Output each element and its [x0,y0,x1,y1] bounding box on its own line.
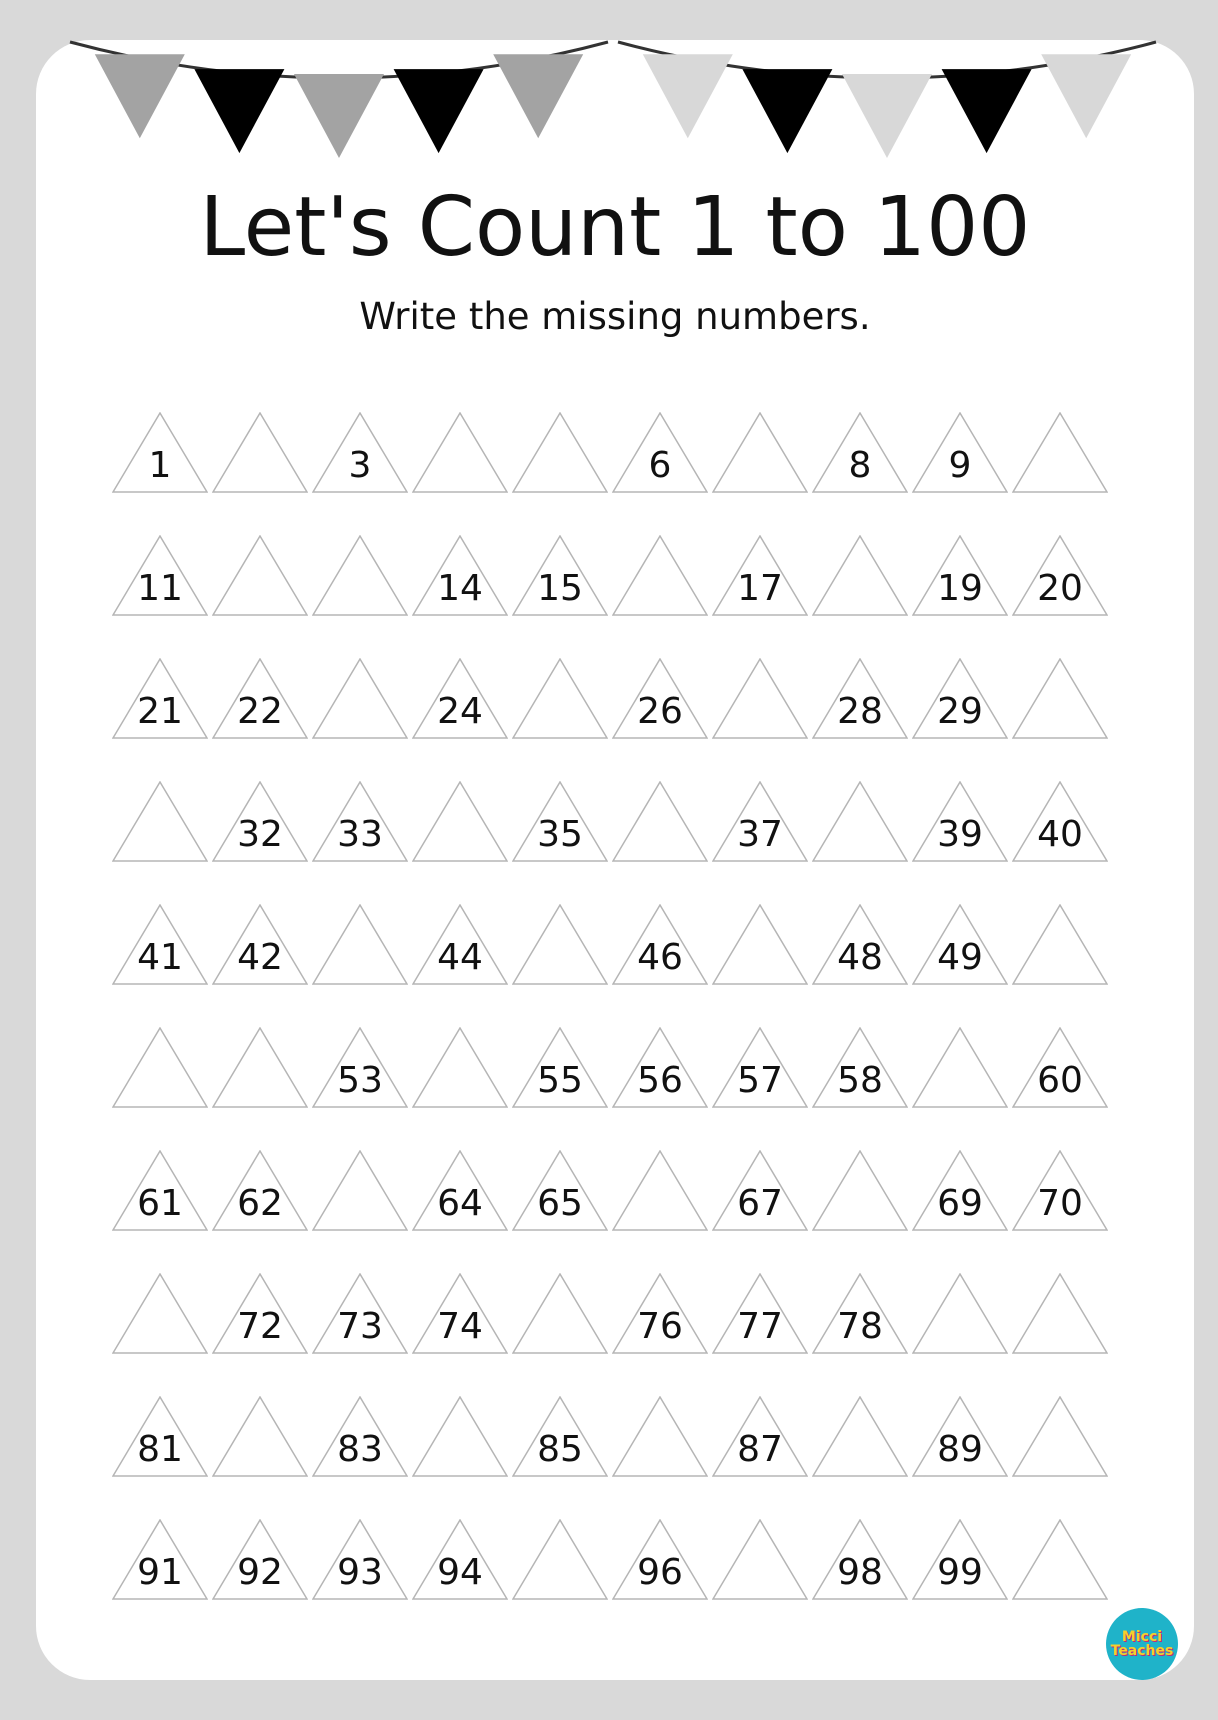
number-cell [412,1150,508,1232]
given-number: 65 [537,1183,583,1224]
triangle-shape [512,412,608,494]
number-cell [712,1027,808,1109]
worksheet-instruction: Write the missing numbers. [359,295,871,338]
number-cell[interactable] [412,1396,508,1478]
number-cell [612,1027,708,1109]
number-grid [36,40,1194,1680]
triangle-shape [312,658,408,740]
number-cell[interactable] [1012,904,1108,986]
triangle-shape [512,1519,608,1601]
given-number: 53 [337,1060,383,1101]
given-number: 49 [937,937,983,978]
given-number: 37 [737,814,783,855]
number-cell[interactable] [1012,1519,1108,1601]
given-number: 58 [837,1060,883,1101]
number-cell[interactable] [412,1027,508,1109]
triangle-shape [112,1273,208,1355]
number-cell[interactable] [612,535,708,617]
triangle-shape [612,781,708,863]
number-cell[interactable] [212,1027,308,1109]
worksheet-title: Let's Count 1 to 100 [199,180,1031,275]
given-number: 19 [937,568,983,609]
number-cell[interactable] [312,535,408,617]
given-number: 64 [437,1183,483,1224]
triangle-shape [1012,904,1108,986]
given-number: 3 [348,445,372,486]
triangle-shape [712,412,808,494]
given-number: 21 [137,691,183,732]
number-cell [1012,1150,1108,1232]
number-cell [1012,535,1108,617]
triangle-shape [712,1519,808,1601]
number-cell[interactable] [212,1396,308,1478]
triangle-shape [512,658,608,740]
given-number: 14 [437,568,483,609]
number-cell [912,904,1008,986]
number-cell[interactable] [512,904,608,986]
given-number: 91 [137,1552,183,1593]
number-cell[interactable] [812,1150,908,1232]
given-number: 87 [737,1429,783,1470]
number-cell[interactable] [812,781,908,863]
number-cell[interactable] [1012,1396,1108,1478]
triangle-shape [112,781,208,863]
number-cell[interactable] [112,781,208,863]
given-number: 62 [237,1183,283,1224]
number-cell [212,1273,308,1355]
given-number: 42 [237,937,283,978]
given-number: 22 [237,691,283,732]
number-cell [612,412,708,494]
given-number: 8 [848,445,872,486]
given-number: 98 [837,1552,883,1593]
number-cell[interactable] [712,1519,808,1601]
number-cell[interactable] [512,1273,608,1355]
given-number: 41 [137,937,183,978]
number-cell [112,535,208,617]
given-number: 9 [948,445,972,486]
number-cell [412,1273,508,1355]
number-cell[interactable] [412,412,508,494]
triangle-shape [1012,1396,1108,1478]
given-number: 92 [237,1552,283,1593]
number-cell[interactable] [712,658,808,740]
triangle-shape [212,412,308,494]
given-number: 61 [137,1183,183,1224]
triangle-shape [412,781,508,863]
number-cell [312,1027,408,1109]
triangle-shape [612,1150,708,1232]
number-cell [412,904,508,986]
given-number: 17 [737,568,783,609]
number-cell [512,781,608,863]
triangle-shape [512,904,608,986]
triangle-shape [212,1027,308,1109]
number-cell [812,1519,908,1601]
number-cell [112,1519,208,1601]
number-cell[interactable] [312,658,408,740]
number-cell[interactable] [212,412,308,494]
brand-logo [1106,1608,1178,1680]
number-cell [512,1396,608,1478]
given-number: 73 [337,1306,383,1347]
number-cell [812,412,908,494]
given-number: 35 [537,814,583,855]
triangle-shape [812,781,908,863]
number-cell [212,658,308,740]
number-cell [712,1396,808,1478]
number-cell [312,1273,408,1355]
number-cell [912,781,1008,863]
number-cell [712,781,808,863]
triangle-shape [112,1027,208,1109]
given-number: 85 [537,1429,583,1470]
number-cell [312,412,408,494]
number-cell [212,1519,308,1601]
number-cell [612,1519,708,1601]
number-cell[interactable] [612,1396,708,1478]
given-number: 24 [437,691,483,732]
number-cell [912,1396,1008,1478]
given-number: 6 [648,445,672,486]
given-number: 60 [1037,1060,1083,1101]
number-cell[interactable] [612,1150,708,1232]
triangle-shape [312,535,408,617]
number-cell [712,535,808,617]
given-number: 72 [237,1306,283,1347]
given-number: 70 [1037,1183,1083,1224]
number-cell [912,658,1008,740]
triangle-shape [912,1273,1008,1355]
number-cell[interactable] [1012,412,1108,494]
triangle-shape [412,1396,508,1478]
triangle-shape [212,535,308,617]
number-cell [412,535,508,617]
number-cell [312,1519,408,1601]
number-cell [912,412,1008,494]
given-number: 33 [337,814,383,855]
given-number: 48 [837,937,883,978]
logo-text-line2: Teaches [1110,1643,1174,1659]
logo-text-line1: Micci [1121,1629,1163,1645]
given-number: 81 [137,1429,183,1470]
triangle-shape [1012,412,1108,494]
given-number: 1 [148,445,172,486]
given-number: 55 [537,1060,583,1101]
number-cell [412,658,508,740]
number-cell[interactable] [512,658,608,740]
number-cell [112,412,208,494]
given-number: 28 [837,691,883,732]
given-number: 39 [937,814,983,855]
triangle-shape [512,1273,608,1355]
given-number: 96 [637,1552,683,1593]
number-cell [612,1273,708,1355]
number-cell [212,904,308,986]
given-number: 83 [337,1429,383,1470]
given-number: 32 [237,814,283,855]
number-cell[interactable] [1012,1273,1108,1355]
given-number: 56 [637,1060,683,1101]
triangle-shape [812,1396,908,1478]
triangle-shape [1012,1273,1108,1355]
number-cell [112,1396,208,1478]
triangle-shape [412,1027,508,1109]
worksheet-page [36,40,1194,1680]
number-cell [1012,781,1108,863]
triangle-shape [812,1150,908,1232]
given-number: 44 [437,937,483,978]
number-cell [912,1519,1008,1601]
given-number: 77 [737,1306,783,1347]
number-cell[interactable] [912,1027,1008,1109]
number-cell [712,1273,808,1355]
number-cell[interactable] [1012,658,1108,740]
triangle-shape [612,1396,708,1478]
triangle-shape [212,1396,308,1478]
number-cell[interactable] [512,1519,608,1601]
number-cell [812,904,908,986]
number-cell [112,904,208,986]
number-cell [612,904,708,986]
number-cell [912,1150,1008,1232]
number-cell [412,1519,508,1601]
given-number: 99 [937,1552,983,1593]
triangle-shape [712,904,808,986]
number-cell[interactable] [312,904,408,986]
number-cell[interactable] [112,1273,208,1355]
given-number: 57 [737,1060,783,1101]
given-number: 78 [837,1306,883,1347]
given-number: 93 [337,1552,383,1593]
given-number: 11 [137,568,183,609]
number-cell[interactable] [612,781,708,863]
given-number: 29 [937,691,983,732]
number-cell[interactable] [312,1150,408,1232]
given-number: 94 [437,1552,483,1593]
number-cell [312,781,408,863]
number-cell [212,1150,308,1232]
number-cell [712,1150,808,1232]
number-cell [612,658,708,740]
given-number: 26 [637,691,683,732]
number-cell [112,658,208,740]
number-cell[interactable] [812,1396,908,1478]
number-cell [212,781,308,863]
given-number: 69 [937,1183,983,1224]
number-cell[interactable] [712,904,808,986]
number-cell[interactable] [712,412,808,494]
number-cell [912,535,1008,617]
number-cell [812,1027,908,1109]
given-number: 74 [437,1306,483,1347]
given-number: 15 [537,568,583,609]
number-cell[interactable] [812,535,908,617]
number-cell[interactable] [412,781,508,863]
triangle-shape [312,904,408,986]
triangle-shape [312,1150,408,1232]
number-cell [512,1027,608,1109]
given-number: 76 [637,1306,683,1347]
number-cell [112,1150,208,1232]
number-cell[interactable] [912,1273,1008,1355]
number-cell [312,1396,408,1478]
given-number: 40 [1037,814,1083,855]
number-cell [1012,1027,1108,1109]
triangle-shape [412,412,508,494]
number-cell [512,535,608,617]
number-cell[interactable] [512,412,608,494]
number-cell[interactable] [212,535,308,617]
triangle-shape [1012,1519,1108,1601]
given-number: 89 [937,1429,983,1470]
triangle-shape [1012,658,1108,740]
number-cell [812,658,908,740]
given-number: 46 [637,937,683,978]
triangle-shape [812,535,908,617]
number-cell [812,1273,908,1355]
number-cell[interactable] [112,1027,208,1109]
triangle-shape [712,658,808,740]
given-number: 67 [737,1183,783,1224]
number-cell [512,1150,608,1232]
given-number: 20 [1037,568,1083,609]
triangle-shape [612,535,708,617]
triangle-shape [912,1027,1008,1109]
